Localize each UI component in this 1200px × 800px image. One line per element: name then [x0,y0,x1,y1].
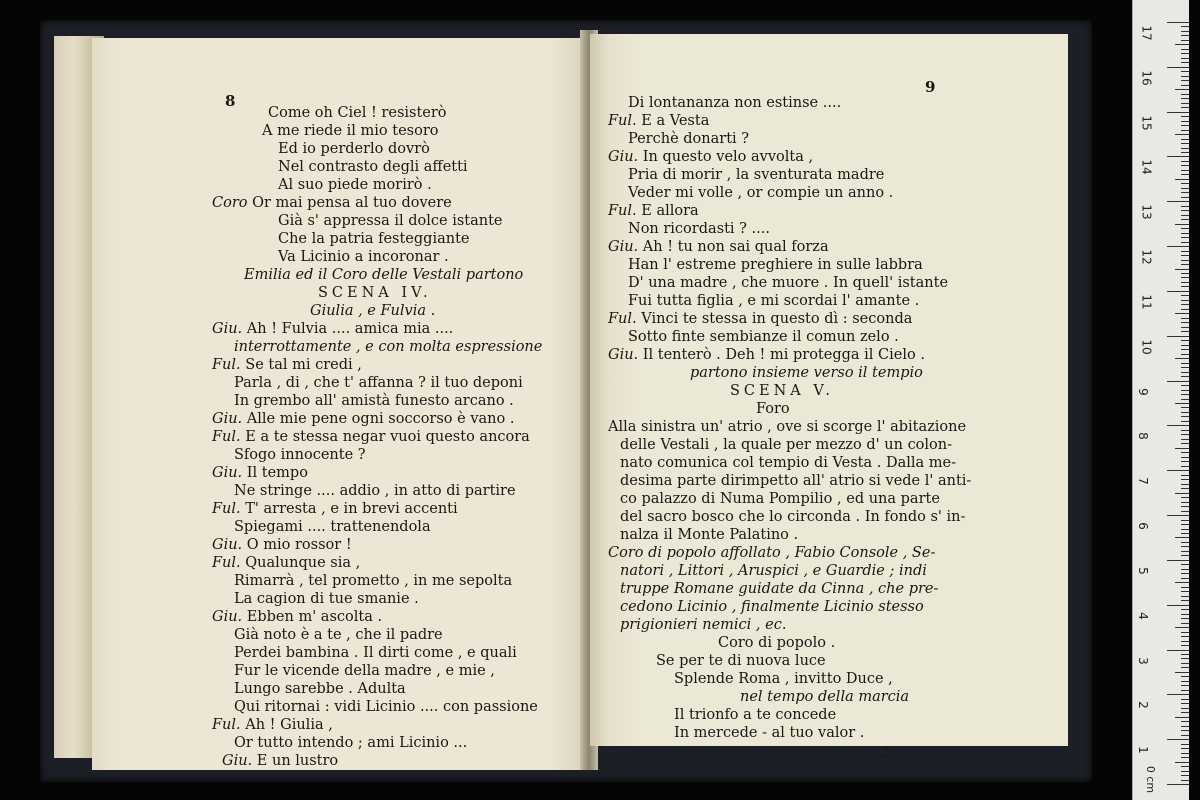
ruler-tick [1181,210,1189,211]
ruler-tick [1167,22,1189,23]
left-page-text-line: Ful. Se tal mi credi , [212,357,362,373]
ruler-tick [1181,161,1189,162]
ruler-tick [1181,143,1189,144]
ruler-tick [1181,466,1189,467]
right-page-text-line: delle Vestali , la quale per mezzo d' un colon- [620,437,953,453]
ruler-tick [1181,520,1189,521]
left-page-text-line: Ed io perderlo dovrò [278,141,430,157]
ruler-tick [1181,555,1189,556]
ruler-tick [1181,641,1189,642]
ruler-tick [1175,89,1189,90]
ruler-tick [1175,717,1189,718]
ruler-tick [1181,757,1189,758]
right-page-text-line: Giu. In questo velo avvolta , [608,149,814,165]
ruler-tick [1181,116,1189,117]
ruler-label: 12 [1139,249,1154,265]
ruler-label: 10 [1139,339,1154,355]
left-page-text-line: A me riede il mio tesoro [262,123,439,139]
ruler-tick [1181,636,1189,637]
left-page-text-line: Rimarrà , tel prometto , in me sepolta [234,573,513,589]
ruler-tick [1181,237,1189,238]
ruler-tick [1181,260,1189,261]
ruler-tick [1181,573,1189,574]
ruler-tick [1181,484,1189,485]
ruler-tick [1175,762,1189,763]
right-page-text-line: Se per te di nuova luce [656,653,826,669]
right-page-text-line: Giu. Ah ! tu non sai qual forza [608,239,829,255]
ruler-tick [1175,358,1189,359]
right-page-text-line: 2 [880,745,890,761]
ruler-tick [1175,672,1189,673]
right-page-text-line: Ful. E allora [608,203,699,219]
ruler-tick [1181,748,1189,749]
left-page-text-line: Già s' appressa il dolce istante [278,213,503,229]
left-page-text-line: Ful. Qualunque sia , [212,555,361,571]
ruler-tick [1181,443,1189,444]
ruler-tick [1175,448,1189,449]
right-page-text-line: Il trionfo a te concede [674,707,837,723]
ruler-tick [1175,493,1189,494]
right-page-text-line: Foro [756,401,790,417]
right-page-text-line: Fui tutta figlia , e mi scordai l' amante . [628,293,920,309]
ruler-tick [1175,269,1189,270]
right-page-text-line: Giu. Il tenterò . Deh ! mi protegga il Cielo . [608,347,925,363]
ruler-tick [1167,515,1189,516]
left-page-text-line: Va Licinio a incoronar . [278,249,449,265]
right-page-text-line: cedono Licinio , finalmente Licinio stesso [620,599,924,615]
ruler-tick [1181,98,1189,99]
ruler-tick [1167,694,1189,695]
page-number: 9 [925,78,936,96]
left-page-text-line: Come oh Ciel ! resisterò [268,105,447,121]
ruler-tick [1167,291,1189,292]
left-page-text-line: Ful. T' arresta , e in brevi accenti [212,501,458,517]
ruler-label: 11 [1139,294,1154,310]
page-number: 8 [225,92,236,110]
left-page-text-line: Già noto è a te , che il padre [234,627,443,643]
ruler-tick [1181,85,1189,86]
ruler-tick [1181,587,1189,588]
right-page-text-line: partono insieme verso il tempio [690,365,923,381]
ruler-tick [1181,40,1189,41]
ruler-tick [1181,524,1189,525]
ruler-tick [1181,367,1189,368]
ruler-tick [1181,591,1189,592]
ruler-tick [1181,726,1189,727]
ruler-tick [1181,349,1189,350]
ruler-tick [1181,80,1189,81]
ruler-tick [1181,533,1189,534]
ruler-tick [1181,479,1189,480]
left-page-text-line: Ful. E a te stessa negar vuoi questo ancora [212,429,530,445]
ruler-tick [1181,228,1189,229]
left-page-text-line: Or tutto intendo ; ami Licinio ... [234,735,468,751]
ruler-tick [1181,511,1189,512]
ruler-tick [1181,107,1189,108]
ruler-tick [1181,775,1189,776]
left-page-text-line: Giu. E un lustro [222,753,339,769]
ruler-unit: 0 cm [1144,765,1158,794]
right-page-text-line: Coro di popolo . [718,635,836,651]
ruler-tick [1181,506,1189,507]
ruler-tick [1181,569,1189,570]
ruler-tick [1167,156,1189,157]
ruler-tick [1181,174,1189,175]
ruler-tick [1181,363,1189,364]
ruler-tick [1175,44,1189,45]
ruler-tick [1181,766,1189,767]
ruler-tick [1181,35,1189,36]
ruler-tick [1167,336,1189,337]
ruler-tick [1181,304,1189,305]
right-page-text-line: Sotto finte sembianze il comun zelo . [628,329,899,345]
ruler-tick [1181,188,1189,189]
ruler-tick [1181,251,1189,252]
ruler-label: 9 [1135,387,1150,396]
ruler-tick [1167,425,1189,426]
ruler-tick [1181,654,1189,655]
ruler-tick [1181,475,1189,476]
left-page-text-line: La cagion di tue smanie . [234,591,419,607]
ruler-tick [1181,309,1189,310]
right-page-text-line: SCENA V. [730,383,834,399]
left-page-text-line: Ne stringe .... addio , in atto di partire [234,483,516,499]
left-page-text-line: Qui ritornai : vidi Licinio .... con passione [234,699,538,715]
ruler-tick [1181,31,1189,32]
left-page-text-line: Emilia ed il Coro delle Vestali partono [244,267,524,283]
ruler-tick [1181,461,1189,462]
right-page [590,34,1068,761]
ruler-tick [1181,62,1189,63]
ruler-tick [1181,372,1189,373]
left-page-text-line: In grembo all' amistà funesto arcano . [234,393,514,409]
ruler-tick [1181,502,1189,503]
left-page-text-line: Parla , di , che t' affanna ? il tuo deponi [234,375,523,391]
ruler-tick [1181,125,1189,126]
ruler-label: 7 [1135,477,1150,486]
ruler-tick [1181,327,1189,328]
ruler-tick [1167,560,1189,561]
right-page-text-line: nalza il Monte Palatino . [620,527,799,543]
ruler-tick [1181,699,1189,700]
ruler-label: 16 [1139,70,1154,86]
ruler-tick [1175,537,1189,538]
ruler-tick [1167,381,1189,382]
left-page-text-line: Sfogo innocente ? [234,447,366,463]
ruler-tick [1181,399,1189,400]
ruler-tick [1181,233,1189,234]
ruler-tick [1181,685,1189,686]
ruler-tick [1181,385,1189,386]
ruler-tick [1181,744,1189,745]
left-page-text-line: Nel contrasto degli affetti [278,159,468,175]
left-page-text-line: Lungo sarebbe . Adulta [234,681,406,697]
ruler-tick [1181,322,1189,323]
ruler-tick [1181,121,1189,122]
ruler-tick [1181,452,1189,453]
ruler-tick [1167,470,1189,471]
ruler-tick [1181,439,1189,440]
right-page-text-line: natori , Littori , Aruspici , e Guardie ; indi [620,563,927,579]
ruler-tick [1181,318,1189,319]
ruler-tick [1181,596,1189,597]
ruler-tick [1181,497,1189,498]
ruler-tick [1181,390,1189,391]
ruler-tick [1181,130,1189,131]
ruler-tick [1181,264,1189,265]
ruler-tick [1175,627,1189,628]
right-page-text-line: Splende Roma , invitto Duce , [674,671,893,687]
right-page-text-line: Han l' estreme preghiere in sulle labbra [628,257,923,273]
ruler-tick [1181,152,1189,153]
ruler-label: 6 [1135,522,1150,530]
ruler-tick [1181,780,1189,781]
ruler-tick [1181,219,1189,220]
right-page-text-line: In mercede - al tuo valor . [674,725,865,741]
ruler-label: 13 [1139,204,1154,220]
ruler-tick [1181,708,1189,709]
ruler-tick [1181,376,1189,377]
ruler-label: 8 [1135,432,1150,441]
ruler-tick [1181,600,1189,601]
ruler-tick [1181,730,1189,731]
right-page-text-line: prigionieri nemici , ec. [620,617,787,633]
ruler-tick [1181,206,1189,207]
ruler-tick [1181,53,1189,54]
left-page-text-line: Giu. Il tempo [212,465,308,481]
ruler-tick [1167,650,1189,651]
ruler-tick [1181,58,1189,59]
ruler-label: 15 [1139,115,1154,131]
ruler-tick [1181,457,1189,458]
left-page-text-line: Giulia , e Fulvia . [310,303,436,319]
right-page-text-line: truppe Romane guidate da Cinna , che pre- [620,581,939,597]
ruler-label: 1 [1135,746,1150,754]
ruler-tick [1181,407,1189,408]
left-page-text-line: Ful. Ah ! Giulia , [212,717,333,733]
ruler-tick [1181,192,1189,193]
ruler-tick [1181,71,1189,72]
ruler-tick [1181,215,1189,216]
ruler-tick [1181,416,1189,417]
measuring-ruler [1132,0,1189,800]
ruler-label: 14 [1139,159,1154,176]
right-page-text-line: nel tempo della marcia [740,689,910,705]
ruler-tick [1167,67,1189,68]
left-page-text-line: Perdei bambina . Il dirti come , e quali [234,645,517,661]
ruler-tick [1181,434,1189,435]
ruler-tick [1181,345,1189,346]
ruler-tick [1181,26,1189,27]
ruler-tick [1181,165,1189,166]
ruler-tick [1181,712,1189,713]
ruler-tick [1181,183,1189,184]
ruler-tick [1175,403,1189,404]
ruler-tick [1181,103,1189,104]
right-page-text-line: Perchè donarti ? [628,131,750,147]
right-page-text-line: nato comunica col tempio di Vesta . Dalla me- [620,455,956,471]
ruler-tick [1181,614,1189,615]
ruler-tick [1181,412,1189,413]
ruler-label: 2 [1135,701,1150,710]
left-page [92,38,588,770]
ruler-tick [1181,721,1189,722]
ruler-tick [1181,676,1189,677]
ruler-tick [1181,690,1189,691]
ruler-tick [1181,340,1189,341]
ruler-tick [1181,564,1189,565]
ruler-tick [1181,430,1189,431]
left-page-text-line: interrottamente , e con molta espressione [234,339,543,355]
ruler-tick [1175,224,1189,225]
ruler-tick [1181,542,1189,543]
right-page-text-line: del sacro bosco che lo circonda . In fondo s' in- [620,509,966,525]
ruler-tick [1181,546,1189,547]
left-page-text-line: Giu. Ah ! Fulvia .... amica mia .... [212,321,454,337]
ruler-tick [1181,49,1189,50]
right-page-text-line: desima parte dirimpetto all' atrio si vede l' anti- [620,473,972,489]
ruler-tick [1181,148,1189,149]
right-page-text-line: D' una madre , che muore . In quell' istante [628,275,949,291]
ruler-tick [1167,784,1189,785]
left-page-text-line: SCENA IV. [318,285,432,301]
ruler-tick [1167,246,1189,247]
ruler-label: 4 [1135,611,1150,620]
ruler-tick [1181,578,1189,579]
ruler-tick [1167,739,1189,740]
right-page-text-line: co palazzo di Numa Pompilio , ed una parte [620,491,940,507]
ruler-tick [1181,76,1189,77]
ruler-tick [1181,618,1189,619]
left-page-text-line: Giu. Ebben m' ascolta . [212,609,383,625]
ruler-tick [1181,242,1189,243]
ruler-tick [1181,286,1189,287]
ruler-label: 3 [1135,656,1150,665]
left-page-text-line: Fur le vicende della madre , e mie , [234,663,495,679]
ruler-label: 5 [1135,567,1150,575]
ruler-tick [1181,282,1189,283]
ruler-tick [1181,273,1189,274]
ruler-tick [1181,331,1189,332]
ruler-tick [1181,551,1189,552]
ruler-tick [1181,170,1189,171]
left-page-text-line: Al suo piede morirò . [278,177,432,193]
ruler-tick [1181,529,1189,530]
ruler-tick [1181,609,1189,610]
ruler-tick [1167,201,1189,202]
ruler-tick [1181,753,1189,754]
right-page-text-line: Veder mi volle , or compie un anno . [628,185,894,201]
ruler-tick [1181,623,1189,624]
ruler-tick [1181,295,1189,296]
ruler-tick [1181,632,1189,633]
ruler-tick [1175,582,1189,583]
ruler-tick [1181,663,1189,664]
ruler-tick [1181,488,1189,489]
ruler-tick [1181,277,1189,278]
ruler-tick [1181,197,1189,198]
right-page-text-line: Ful. E a Vesta [608,113,710,129]
ruler-tick [1181,735,1189,736]
left-page-text-line: Giu. O mio rossor ! [212,537,352,553]
ruler-tick [1181,139,1189,140]
ruler-label: 17 [1139,25,1154,41]
right-page-text-line: Di lontananza non estinse .... [628,95,842,111]
ruler-tick [1181,421,1189,422]
ruler-tick [1181,681,1189,682]
ruler-tick [1181,300,1189,301]
ruler-tick [1167,112,1189,113]
left-page-text-line: Spiegami .... trattenendola [234,519,431,535]
left-page-text-line: Coro Or mai pensa al tuo dovere [212,195,452,211]
ruler-tick [1181,394,1189,395]
ruler-tick [1181,658,1189,659]
right-page-text-line: Coro di popolo affollato , Fabio Console , Se- [608,545,936,561]
ruler-tick [1181,645,1189,646]
right-page-text-line: Pria di morir , la sventurata madre [628,167,885,183]
right-page-text-line: Alla sinistra un' atrio , ove si scorge l' abitazione [608,419,967,435]
ruler-tick [1167,605,1189,606]
right-page-text-line: Ful. Vinci te stessa in questo dì : seconda [608,311,913,327]
ruler-tick [1181,667,1189,668]
ruler-tick [1175,179,1189,180]
right-page-text-line: Non ricordasti ? .... [628,221,770,237]
left-page-text-line: Che la patria festeggiante [278,231,470,247]
ruler-tick [1181,703,1189,704]
ruler-tick [1175,134,1189,135]
ruler-tick [1181,94,1189,95]
ruler-tick [1181,255,1189,256]
ruler-tick [1181,354,1189,355]
ruler-tick [1181,771,1189,772]
left-page-text-line: Giu. Alle mie pene ogni soccorso è vano . [212,411,515,427]
ruler-tick [1175,313,1189,314]
